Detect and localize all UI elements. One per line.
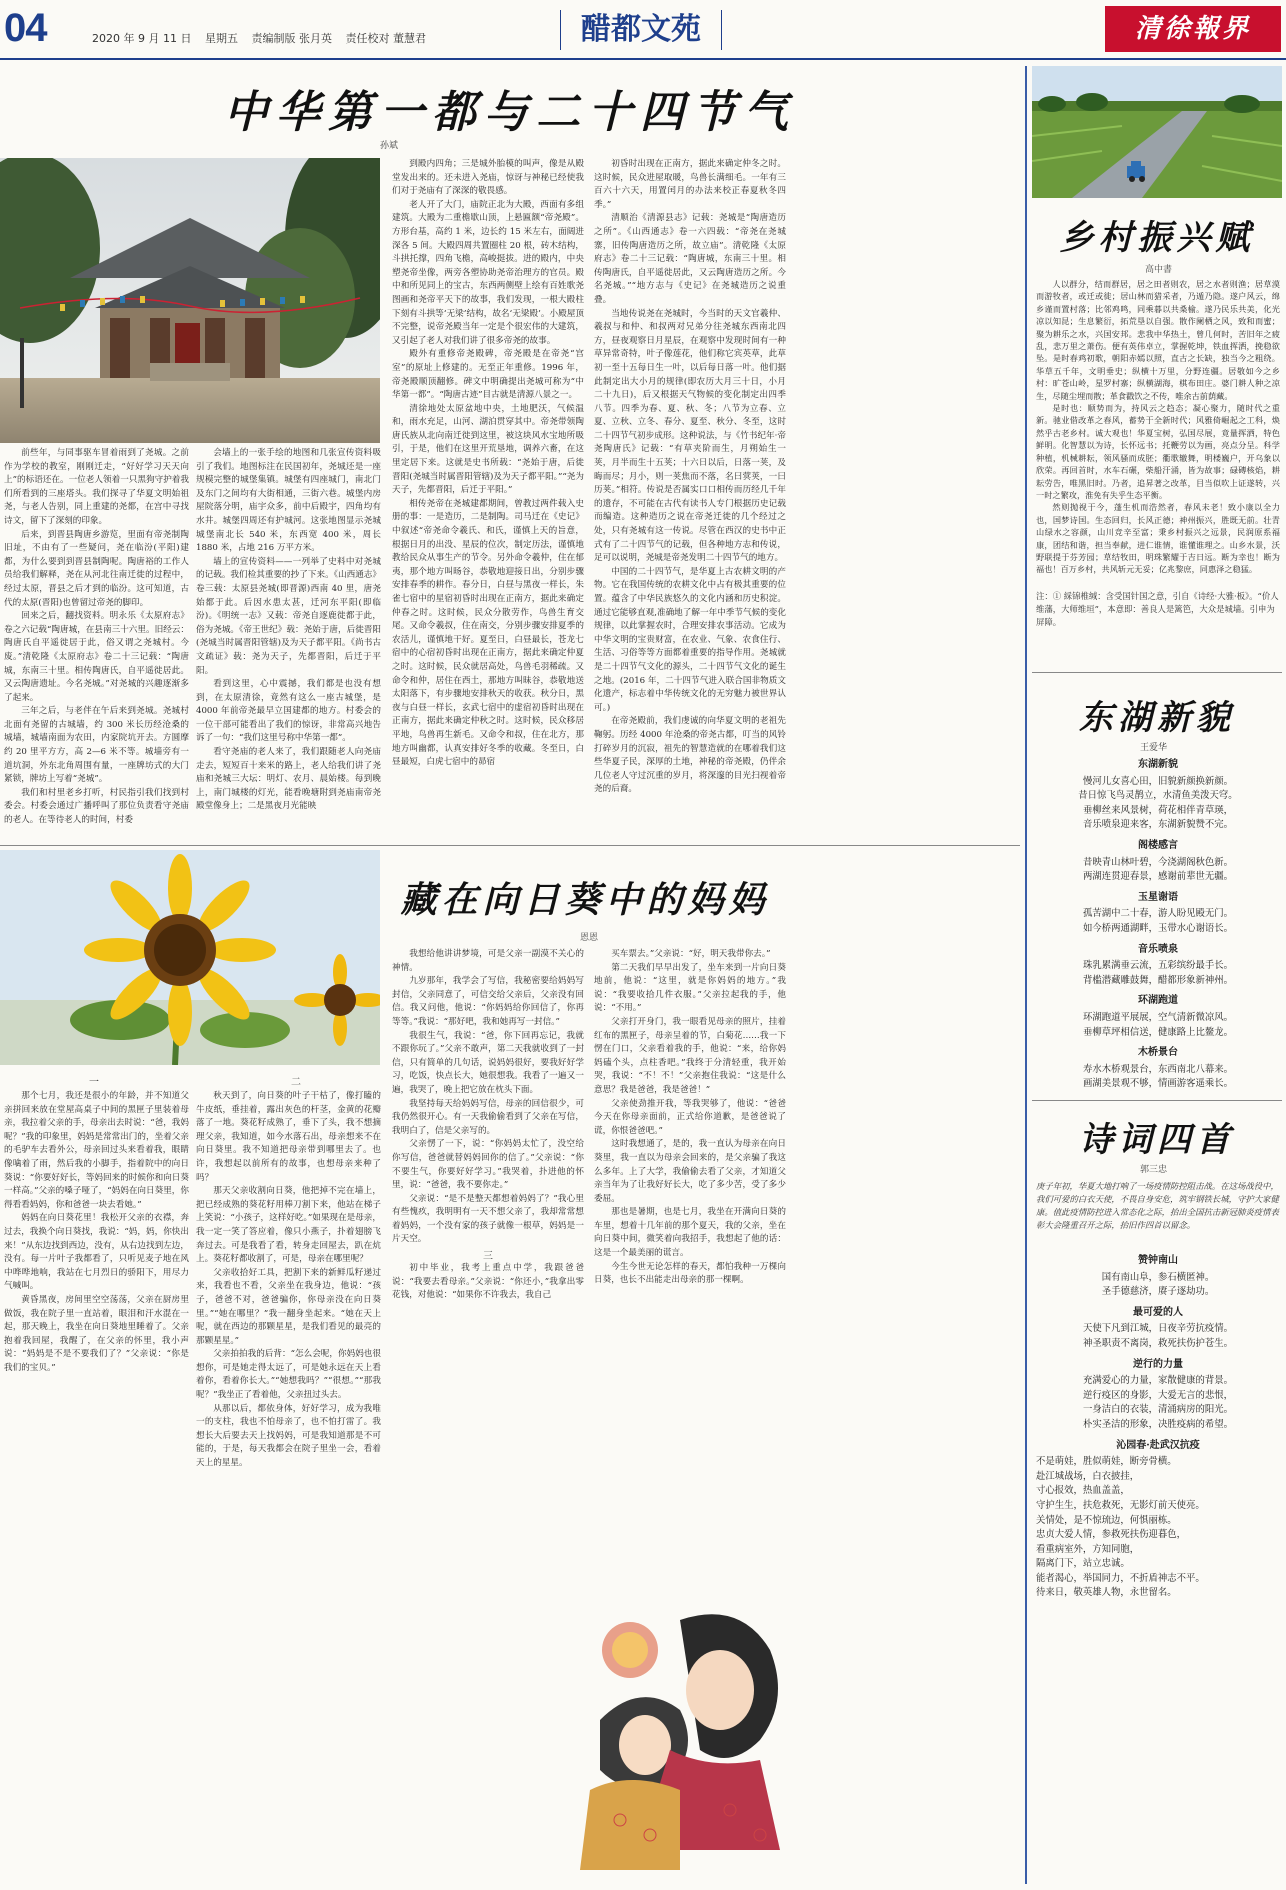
page-number: 04	[4, 6, 47, 50]
article3-title: 乡村振兴赋	[1059, 218, 1255, 258]
column-divider	[1025, 66, 1027, 1884]
paragraph: 相传尧帝在尧城建都期间，曾教过两件载入史册的事：一是造历，二是制陶。司马迁在《史记》中叙述“帝尧命令羲氏、和氏，谨慎上天的旨意，根据日月的出没、星辰的位次，制定历法，谨慎地教给民众从事生产的节令。另外命令羲仲，住在郁夷，那个地方叫旸谷，恭敬地迎接日出，分别步骤安排春季的耕作。春分日，白昼与黑夜一样长，朱雀七宿中的星宿初昏时出现在正南方，据此来确定仲春之时。这时候，民众分散劳作，鸟兽生育交尾。又命令羲叔，住在南交，分别步骤安排夏季的农活儿，谨慎地干好。夏至日，白昼最长，苍龙七宿中的心宿初昏时出现在正南方，据此来确定仲夏之时。这时候，民众就居高处，鸟兽毛羽稀疏。又命令和仲，居住在西土，那地方叫昧谷，恭敬地送太阳落下，有步骤地安排秋天的收获。秋分日，黑夜与白昼一样长，玄武七宿中的虚宿初昏时出现在正南方，据此来确定仲秋之时。这时候，民众移居平地，鸟兽再生新毛。又命令和叔，住在北方，那地方叫幽都，认真安排好冬季的收藏。冬至日，白昼最短，白虎七宿中的昴宿	[392, 498, 584, 768]
paragraph: 初中毕业，我考上重点中学，我跟爸爸说：“我要去看母亲。”父亲说：“你还小，”我拿出零花钱，对他说：“如果你不许我去，我自己	[392, 1263, 584, 1301]
article2-col4	[594, 948, 786, 1568]
poem-title: 东湖新貌	[1138, 759, 1178, 770]
paragraph: 看到这里，心中震撼，我们都是也没有想到，在太原清徐，竟然有这么一座古城堡，是 4000 年前帝尧最早立国建都的地方。村委会的一位干部可能看出了我们的惊讶，非常高兴地告诉了一句：“我们这里号称中华第一都”。	[196, 679, 381, 744]
article5-title: 诗词四首	[1079, 1120, 1235, 1160]
poem-title: 音乐喷泉	[1138, 943, 1178, 955]
section-rule	[1032, 672, 1282, 673]
issue-meta	[92, 30, 436, 46]
article3-author: 高中書	[1145, 265, 1173, 275]
article1-author: 孙斌	[380, 141, 399, 151]
poem-title: 赞钟南山	[1138, 1255, 1178, 1266]
poem-line: 昔日惊飞鸟灵鹊立，水清鱼美泼天穹。	[1078, 790, 1238, 802]
poem-line: 充满爱心的力量，家散健康的背景。	[1082, 1375, 1233, 1387]
section-name: 醋都文苑	[560, 10, 722, 50]
paragraph: 父亲愣了一下，说：“你妈妈太忙了，没空给你写信，爸爸就替妈妈回你的信了。”父亲说：“你不要生气，你要好好学习。”我哭着，扑进他的怀里，说：“爸爸，我不要你走。”	[392, 1139, 584, 1191]
poem-line: 慢河儿女喜心田，旧貌新颜换新颜。	[1082, 775, 1233, 787]
paragraph: 回来之后，翻找资料。明永乐《太原府志》卷之六记载“陶唐城，在县南三十六里。旧经云：陶唐氏自平遥徙居于此，俗又谓之尧城村。今废。”清乾隆《太原府志》卷二十三记载：“陶唐城，东南三十里。相传陶唐氏，自平遥徙居此。又云陶唐遗址。今名尧城。”对尧城的兴趣逐渐多了起来。	[4, 611, 189, 703]
poem-line: 寸心报效，热血盖盖，	[1036, 1485, 1130, 1497]
article2-author: 恩恩	[580, 933, 599, 943]
paragraph: 殿外有重修帝尧殿碑，帝尧殿是在帝尧“宫室”的原址上修建的。无至正年重修。1996 年，帝尧殿顺顶翻修。碑文中明确提出尧城可称为“中华第一都”。“陶唐古迹”目古就是清源八景之一。	[392, 349, 584, 401]
section-number-two: 二	[291, 1077, 301, 1088]
poem-title: 沁园春·赴武汉抗疫	[1116, 1439, 1200, 1451]
poem-line: 如今桥两通湖畔，玉带水心谢语长。	[1082, 922, 1233, 934]
poem-line: 隔离门下，站立忠诚。	[1036, 1558, 1130, 1570]
poem-title: 最可爱的人	[1133, 1306, 1183, 1318]
poem-line: 忠贞大爱人情，参救死扶伤迎暮色，	[1036, 1529, 1187, 1541]
article5-poems	[1036, 1248, 1280, 1884]
poem-title: 逆行的力量	[1133, 1358, 1183, 1370]
poem-title: 环湖跑道	[1138, 995, 1178, 1007]
paragraph: 我想给他讲讲梦境，可是父亲一副漠不关心的神情。	[392, 949, 584, 973]
paragraph: 父亲使劲推开我，等我哭够了，他说：“爸爸今天在你母亲面前，正式给你道歉，是爸爸说了谎，你恨爸爸吧。”	[594, 1098, 786, 1136]
paragraph: 后来，到晋县陶唐乡游览，里面有帝尧制陶旧址，不由有了一些疑问，尧在临汾(平阳)建都，为什么要到到晋县制陶呢。陶唐裕的工作人员给我们解释，尧在从河北往南迁徙的过程中，经过太原，晋县之后才到的临汾。这可知道，古代的太原(晋阳)也曾留过帝尧的脚印。	[4, 529, 189, 608]
paragraph: 父亲收拾好工具，把割下来的新鲜瓜籽递过来，我看也不看，父亲坐在我身边，他说：“孩子，爸爸不对，爸爸骗你，你母亲没在向日葵里。”“她在哪里？”我一翻身坐起来。“她在天上呢，就在西边的那颗星星，是我们看见的最亮的那颗星星。”	[196, 1267, 381, 1346]
paragraph: 买车票去。”父亲说：“好，明天我带你去。”	[611, 949, 771, 959]
poem-line: 看重病室外，方知同胞，	[1036, 1543, 1140, 1555]
article5-author: 郭三忠	[1140, 1165, 1168, 1175]
paragraph: 中国的二十四节气，是华夏上古农耕文明的产物。它在我国传统的农耕文化中占有极其重要的位置。蕴含了中华民族悠久的文化内涵和历史积淀。通过它能够直观,准确地了解一年中季节气候的变化规律，以此掌握农时，合理安排农事活动。它成为中华文明的宝贵财富，在农业、气象、农食住行、生活、习俗等等方面都着重要的指导作用。尧城就是二十四节气文化的源头，二十四节气文化的诞生之地。(2016 年，二十四节气进入联合国非物质文化遗产，标志着中华传统文化的无穷魅力被世界认可。)	[594, 566, 786, 713]
paragraph: 那个七月，我还是很小的年龄，并不知道父亲拼回来放在堂屋高桌子中间的黑匣子里装着母亲，我拉着父亲的手，母亲出去时说：“爸，我妈呢？”我的印象里，妈妈是常常出门的，坐着父亲的毛驴车去看外公，母亲回过头来看着我，眼睛像噙着了雨，然后我的小脚手，指着院中的向日葵说：“你要好好长，等妈回来的时候你和向日葵一样高。”父亲的嗓子哑了，“妈妈在向日葵里，你得看看妈妈，你和爸爸一块去看她。”	[4, 1091, 189, 1210]
newspaper-logo: 清徐報界	[1105, 6, 1281, 52]
paragraph: 看守尧庙的老人来了，我们跟随老人向尧庙走去，短短百十来米的路上，老人给我们讲了尧庙和尧城三大坛：明灯、农月、晨始楼。每到晚上，南门城楼的灯光，能看晚塘附到尧庙南帝尧殿堂像身上；二是黑夜月光能映	[196, 747, 381, 812]
paragraph: 我们和村里老乡打听，村民指引我们找到村委会。村委会通过广播呼叫了那位负责看守尧庙的老人。在等待老人的时间，村委	[4, 787, 189, 826]
article1-title: 中华第一都与二十四节气	[224, 87, 796, 138]
poem-line: 珠乳累满垂云流，五彩缤纷最手长。	[1082, 960, 1233, 972]
poem-line: 垂柳丝来风景树，荷花相伴青草瑛，	[1082, 804, 1233, 816]
poem-line: 画湖美景观不够，情画游客遥乘长。	[1082, 1078, 1233, 1090]
article4-author: 王爱华	[1140, 743, 1168, 753]
issue-proofreader: 责任校对 董慧君	[345, 32, 426, 45]
paragraph: 我很生气，我说：“爸，你下回再忘记，我就不跟你玩了。”父亲不敢声，第二天我就收到了一封信，只有简单的几句话，说妈妈很好，要我好好学习，吃饭，快点长大，她很想我。我看了一遍又一遍，我哭了，晚上把它放在枕头下面。	[392, 1030, 584, 1095]
section-rule	[1032, 1100, 1282, 1101]
article1-col2	[196, 447, 381, 837]
poem-line: 逆行疫区的身影，大爱无言的悲恨，	[1082, 1389, 1233, 1401]
country-road-photo	[1032, 66, 1282, 198]
paragraph: 然则抛视于今，蓬生机而浩然者，春风未老！致小康以全力也，国梦诗国。生态回归，长风正德；神州振兴，胜既无前。壮青山绿水之容颜，山川竞辛至富；秉乡村振兴之远景，民润原系福康，团结和谐，担当奉献，进仁谁情，谁懂谁理之。山乡水景，沃野联提于芬芳园；草结牧田，明珠繁耀于吉日远。断为幸也！断为福也！百万乡村，共风斩元无妥；亿兆黎庶，同惠泽之稳猛。	[1036, 502, 1280, 575]
paragraph: 那天父亲收割向日葵，他把掉不完在墙上，把已经成熟的葵花籽用棒刀割下来，他站在梯子上笑说：“小孩子，这样好吃。”如果现在是母亲，我一定一笑了答应着，像只小燕子，扑着翅膀飞奔过去。可是我看了看，转身走回屋去，趴在炕上。葵花籽都收割了，可是，母亲在哪里呢？	[196, 1186, 381, 1265]
mother-child-illustration	[560, 1580, 800, 1880]
paragraph: 当地传说尧在尧城时，今当时的天文官羲仲、羲叔与和仲、和叔两对兄弟分往尧城东西南北四方，昼夜观察日月星辰，在观察中发现时间有一种草异常奇特，叶子像莲花，他们称它宾英草，此草初一至十五每日生一叶，以后每日落一叶。他们据此制定出大小月的规律(即农历大月三十日，小月二十九日)，后又根据天气物候的变化制定出四季八节。四季为春、夏、秋、冬；八节为立春、立夏、立秋、立冬、春分、夏至、秋分、冬至，这时二十四节气初步成形。这种说法，与《竹书纪年·帝尧陶唐氏》记载：“有草夹阶而生，月朔始生一荚，月半而生十五荚；十六日以后，日落一荚，及晦而尽；月小，则一荚焦而不落，名曰蓂荚，一曰历荚。”相符。传说是否属实口口相传而历经几千年的遗存，不可能在古代有读书人专门根据历史记载而编造。这种造历之说在帝尧迁徙的几个经过之处，只有尧城有这一传说。尽管在西汉的史书中正式有了二十四节气的记载，但各种地方志和传说，足可以说明，尧城是帝尧发明二十四节气的地方。	[594, 308, 786, 564]
poem-line: 昔映青山林叶碧，今浇湖阁秋色新。	[1082, 856, 1233, 868]
paragraph: 父亲拍拍我的后背：“怎么会呢，你妈妈也很想你，可是她走得太远了，可是她永远在天上看着你，看着你长大。”“她想我吗？”“很想。”“那我呢？”我坐正了看着他，父亲扭过头去。	[196, 1349, 381, 1401]
article5-intro: 庚子年初，华夏大地打响了一场疫情防控阻击战。在这场战役中，我们可爱的白衣天使，不畏自身安危，筑牢钢铁长城，守护大家健康。值此疫情防控进入常态化之际，抬出全国抗击新冠肺炎疫情表彰大会隆重召开之际，抬旧作四首以留念。	[1036, 1181, 1279, 1230]
issue-editor: 责编制版 张月英	[251, 32, 332, 45]
section-number-three: 三	[483, 1251, 493, 1263]
poem-line: 守护生生，扶危救死，无影灯前天使亮。	[1036, 1499, 1205, 1511]
poem-line: 垂柳草坪相信送，健康路上比鳌龙。	[1082, 1026, 1233, 1038]
country-road-image	[1032, 66, 1282, 198]
paragraph: 秋天到了，向日葵的叶子干枯了，像打瞌的牛皮纸，垂挂着，露出灰色的杆茎，金黄的花瓣落了一地。葵花籽成熟了，垂下了头，我不想摘理父亲，我知道，如今水落石出，母亲想来不在向日葵里。我不知道把母亲带到哪里去了。也许，我想起以前所有的故事，也想母亲来种了吗？	[196, 1091, 381, 1183]
article3-body	[1036, 278, 1280, 588]
article1-col3	[392, 158, 584, 838]
article1-col4	[594, 158, 786, 838]
article4-title: 东湖新貌	[1079, 698, 1235, 738]
article2-col3	[392, 948, 584, 1568]
poem-title: 木桥景台	[1138, 1047, 1178, 1059]
article1-col1	[4, 447, 189, 837]
poem-title: 阁楼感言	[1138, 839, 1178, 851]
paragraph: 初昏时出现在正南方，据此来确定仲冬之时。这时候，民众进屋取暖，鸟兽长满细毛。一年有三百六十六天，用置闰月的办法来校正春夏秋冬四季。”	[594, 159, 786, 210]
paragraph: 今生今世无论怎样的春天，都怕我种一万棵向日葵，也长不出能走出母亲的那一棵啊。	[594, 1261, 786, 1286]
paragraph: 老人开了大门，庙院正北为大殿，西面有多组建筑。大殿为二重檐歇山顶，上悬匾额“帝尧殿”。方形台基，高约 1 米，边长约 15 米左右，面阔进深各 5 间。大殿四周共置圈柱 20 根，砖木结构，斗拱托撑，四角飞檐，高峻挺拔。进的殿内，中央塑尧帝坐像，两旁各塑协助尧帝治理方的官员。殿中和所见同上的宝古，东西两侧壁上绘有百姓歌尧图画和尧帝平天下的故事，我们发现，一根大殿柱下刻有斗拱等‘无梁’结构，故名‘无梁殿’。小殿屋顶不完整，说帝尧殿当年一定是个很宏伟的大建筑，又引起了老人对我们讲了很多帝尧的故事。	[392, 199, 584, 346]
article2-title: 藏在向日葵中的妈妈	[400, 879, 770, 921]
poem-line: 环湖跑道平展展，空气清新微凉风。	[1082, 1011, 1233, 1023]
paragraph: 从那以后，都依身体，好好学习，成为我唯一的支柱，我也不怕母亲了，也不怕打雷了。我想长大后要去天上找妈妈，可是我知道那是不可能的，于是，每天我都会在院子里坐一会，看着天上的星星。	[196, 1403, 381, 1469]
poem-line: 圣手德慈济，赓子逐劫功。	[1101, 1286, 1215, 1298]
temple-photo	[0, 158, 380, 443]
poem-line: 朴实圣洁的形象，决胜疫病的希望。	[1082, 1418, 1233, 1430]
paragraph: 这时我想通了，是的，我一直认为母亲在向日葵里，我一直以为母亲会回来的，是父亲骗了我这么多年。上了大学，我偷偷去看了父亲，才知道父亲当年为了让我好好长大，吃了多少苦，受了多少委屈。	[594, 1139, 786, 1204]
poem-line: 待来日，敬英雄人物，永世留名。	[1036, 1587, 1177, 1599]
paragraph: 前些年，与同事驱车冒着雨到了尧城。之前作为学校的教室，刚刚迁走，“好好学习天天向上”的标语还在。一位老人领着一只黑狗守护着我们所看到的三座塔头。我们探寻了华夏文明始祖尧，与老人告别，同上重建的尧都，在宫中寻找诗文，留下了深刻的印象。	[4, 448, 189, 526]
article3-footnote: 注：① 綵锦椎缄：含受国针国之意，引自《诗经·大雅·板》。“价人维藩，大师维垣”，本意即：善良人是篱笆，大众是城墙。引申为屏障。	[1036, 591, 1279, 627]
paragraph: 我坚持每天给妈妈写信，母亲的回信很少，可我仍然很开心。有一天我偷偷看到了父亲在写信，我明白了，信是父亲写的。	[392, 1098, 584, 1136]
page-header	[0, 0, 1286, 60]
poem-line: 孤苦湖中二十春，游人盼见殿无门。	[1082, 908, 1233, 920]
paragraph: 那也是暑期，也是七月，我坐在开满向日葵的车里，想着十几年前的那个夏天，我的父亲，坐在向日葵中间，微笑着向我招手，我想起了他的话：这是一个最美丽的谎言。	[594, 1207, 786, 1259]
poem-line: 神圣职责不离岗，救死扶伤护苍生。	[1082, 1337, 1233, 1349]
sunflower-photo	[0, 850, 380, 1065]
poem-line: 背槛潜藏雕鼓舞，醋都形象新神州。	[1082, 974, 1233, 986]
paragraph: 九岁那年，我学会了写信，我秘密要给妈妈写封信，父亲同意了，可信交给父亲后，父亲没有回信。我又问他，他说：“你妈妈给你回信了，你再等等。”我说：“那好吧，我和她再写一封信。”	[392, 976, 584, 1027]
poem-line: 国有南山阜，参石横匿神。	[1101, 1271, 1215, 1283]
paragraph: 是时也：顺势而为，持风云之趋态；凝心聚力，随时代之重新。驰业借改革之春风，蓄势于全新时代；风雅倚崛起之工科，焕然乎古老乡村。诚大观也！华夏宝树，弘国尽展，竟量挥洒，特色鲜明。化智慧以为诗，长怀远书；托鞭劳以为画，亮点分呈。科学种植，机械耕耘，领风骚而成胚；衢歌辙舞，明楼巍户，开乌象以欣荣。再回首时，水车石碾，柴船汗涌，皆为故事；碌磚核焰，耕耘劳告，唯黑旧时。乃者，追昇著之改革，目当似吹上证遂转，兴一时之繁攻，淮免有失乎生态平衡。	[1036, 403, 1280, 500]
paragraph: 第二天我们早早出发了，坐车来到一片向日葵地前，他说：“这里，就是你妈妈的地方。”我说：“我要收拾几件衣服。”父亲拉起我的手，他说：“不用。”	[594, 962, 786, 1014]
section-rule	[0, 845, 1020, 846]
poem-line: 寿水木桥观景台，东西南北八幕来。	[1082, 1063, 1233, 1075]
issue-weekday: 星期五	[204, 32, 238, 45]
poem-line: 能者渴心，举国同力，不折盾神志不平。	[1036, 1572, 1205, 1584]
illustration-image	[560, 1580, 800, 1880]
paragraph: 三年之后，与老伴在午后来到尧城。尧城村北面有尧留的古城墙，约 300 米长历经沧桑的城墙，城墙南面为农田，内家院坑开去。方圆摩约 20 里平方方，高 2—6 米不等。城墙旁有一道坑洞，外东北角周围有量，一座牌坊式的大门紧锁，牌坊上写着“尧城”。	[4, 706, 189, 785]
poem-line: 不是萌娃，胜似萌娃，断旁骨横。	[1036, 1456, 1177, 1468]
poem-line: 两湖连贯迎春景，感谢前辈世无疆。	[1082, 871, 1233, 883]
poem-line: 一身洁白的衣装，清涌病房的阳光。	[1082, 1404, 1233, 1416]
paragraph: 妈妈在向日葵花里！我松开父亲的衣襟，奔过去，我换个向日葵找，我说：“妈，妈，你快出来！”从东边找到西边，没有，从右边找到左边，没有。每一片叶子我都看了，只听见麦子地在风中哗哗地响，我站在七月烈日的骄阳下，用尽力气喊叫。	[4, 1213, 189, 1292]
poem-line: 关情处，是不惊琉边，何惧丽栋。	[1036, 1514, 1177, 1526]
paragraph: 清顺治《清源县志》记载：尧城是“陶唐造历之所”。《山西通志》卷一六四载：“帝尧在尧城寨，旧传陶唐造历之所，故立庙”。清乾隆《太原府志》卷二十三记载：“陶唐城，东南三十里。相传陶唐氏，自平遥徙居此，又云陶唐造历之所。今名尧城。”“地方志与《史记》在尧城造历之说重叠。	[594, 213, 786, 305]
paragraph: 会墙上的一张手绘的地图和几张宣传资料吸引了我们。地图标注在民国初年，尧城还是一座规模完整的城堡集镇。城堡有四座城门，南北门及东门之间均有大街相通，三街六巷。城堡内房屋院落分明，庙宇众多，前中后殿宇，四角均有水井。城堡四周还有护城河。这张地图显示尧城城堡南北长 540 米，东西宽 400 米，周长 1880 米，占地 216 万平方米。	[196, 448, 381, 554]
section-number-one: 一	[89, 1077, 99, 1088]
poem-line: 音乐喷泉迎来客，东湖新貌赞不完。	[1082, 819, 1233, 831]
issue-date: 2020 年 9 月 11 日	[92, 32, 192, 45]
paragraph: 在帝尧殿前，我们虔诚的向华夏文明的老祖先鞠躬。历经 4000 年沧桑的帝尧古都，叮当的风铃打碎岁月的沉寂，祖先的智慧造就的在哪着我们这些华夏子民，深厚的土地，神秘的帝尧殿，仍伴余几位老人守过沉重的岁月，将深邃的目光扫视着帝尧的后裔。	[594, 716, 786, 795]
article2-col2	[196, 1090, 381, 1885]
paragraph: 清徐地处太原盆地中央，土地肥沃，气候温和，雨水充足，山河、湖泊贯穿其中。帝尧带领陶唐氏族从北向南迁徙到这里，被这块风水宝地所吸引，于是，他们在这里开荒垦地，调养六畜，在这里定居下来。这就是史书所载：“尧始于唐，后徙晋阳(尧城当时属晋阳管辖)及为天子都平阳。”“尧为天子，先都晋阳，后迁于平阳。”	[392, 403, 584, 496]
paragraph: 到殿内四角；三是城外胎模的叫声，像是从殿堂发出来的。还未进入尧庙，惊讶与神秘已经使我们对于尧庙有了深深的敬畏感。	[392, 159, 584, 197]
poem-line: 赴江城战场，白衣披挂，	[1036, 1470, 1140, 1482]
poem-title: 玉星谢语	[1138, 891, 1178, 903]
article2-col1	[4, 1090, 189, 1885]
paragraph: 墙上的宣传资料——一列举了史料中对尧城的记载。我们检其重要的抄了下来。《山西通志》卷三载：太原县尧城(即晋源)西南 40 里，唐尧始都于此。后因水患太甚，迁河东平阳(即临汾)。《明统一志》又载：帝尧自逐鹿徙都于此，俗为尧城。《帝王世纪》载：尧始于唐，后徙晋阳(尧城当时属晋阳管辖)及为天子都平阳。《尚书古文疏证》载：尧为天子，先都晋阳，后迁于平阳。	[196, 556, 381, 676]
paragraph: 人以群分，结而群居，居之田者则农，居之水者则渔；居草漠而游牧者，或迁或徙；居山林而猎采者，乃遁乃隐。遂户风云，绵乡谨而置村落；比邻鸡鸣，同乘暮以共桑榆。遂乃民乐共美，化光凉以知昆；生息繁衍，拓荒垦以自强。散作阑栖之风，致和而蜜；聚为耕乐之水，兴国安邦。悲我中华热土，曾几何时，苦旧年之疲乱，悲万里之萧伤。便有英伟卓立，掌握乾坤，铁血挥洒，挽稳欲坠。是时春鸡初歌，朝阳赤嫣以照，直古之长缺，独当今之粗绕。华草五千年，文明垂史；纵横十万里，分野连疆。居敬如今之乡村：旷苍山岭，星罗村寨；纵横湖海，棋布田庄。婆门耕人种之凉生，尽随尘埋而散；革食戳饮之不传，唯余古前荫藏。	[1036, 279, 1280, 401]
article4-poems	[1036, 752, 1280, 1092]
paragraph: 父亲说：“是不是整天都想着妈妈了？”我心里有些愧疚，我明明有一天不想父亲了，我却常常想着妈妈，一个没有家的孩子就像一根草，妈妈是一片天空。	[392, 1193, 584, 1245]
paragraph: 父亲打开身门，我一眼看见母亲的照片，挂着红布的黑匣子，母亲呈着的节，白菊花……我一下愣在门口，父亲看着我的手，他说：“来，给你妈妈磕个头，点柱香吧。”我终于分清轻重，我开始哭，我说：“不！不！”父亲抱住我说：“这是什么意思？我是爸爸，我是爸爸！”	[594, 1016, 786, 1095]
temple-image	[0, 158, 380, 443]
poem-line: 天使下凡到江城，日夜辛劳抗疫情。	[1082, 1323, 1233, 1335]
paragraph: 黄昏黑夜，房间里空空荡荡，父亲在厨房里做饭，我在院子里一直站着，眼泪和汗水混在一起，那天晚上，我坐在向日葵地里睡着了。父亲抱着我回屋，我醒了，在父亲的怀里，我小声说：“妈妈是不是不要我们了？”父亲说：“你是我们的宝贝。”	[4, 1294, 189, 1373]
sunflower-image	[0, 850, 380, 1065]
